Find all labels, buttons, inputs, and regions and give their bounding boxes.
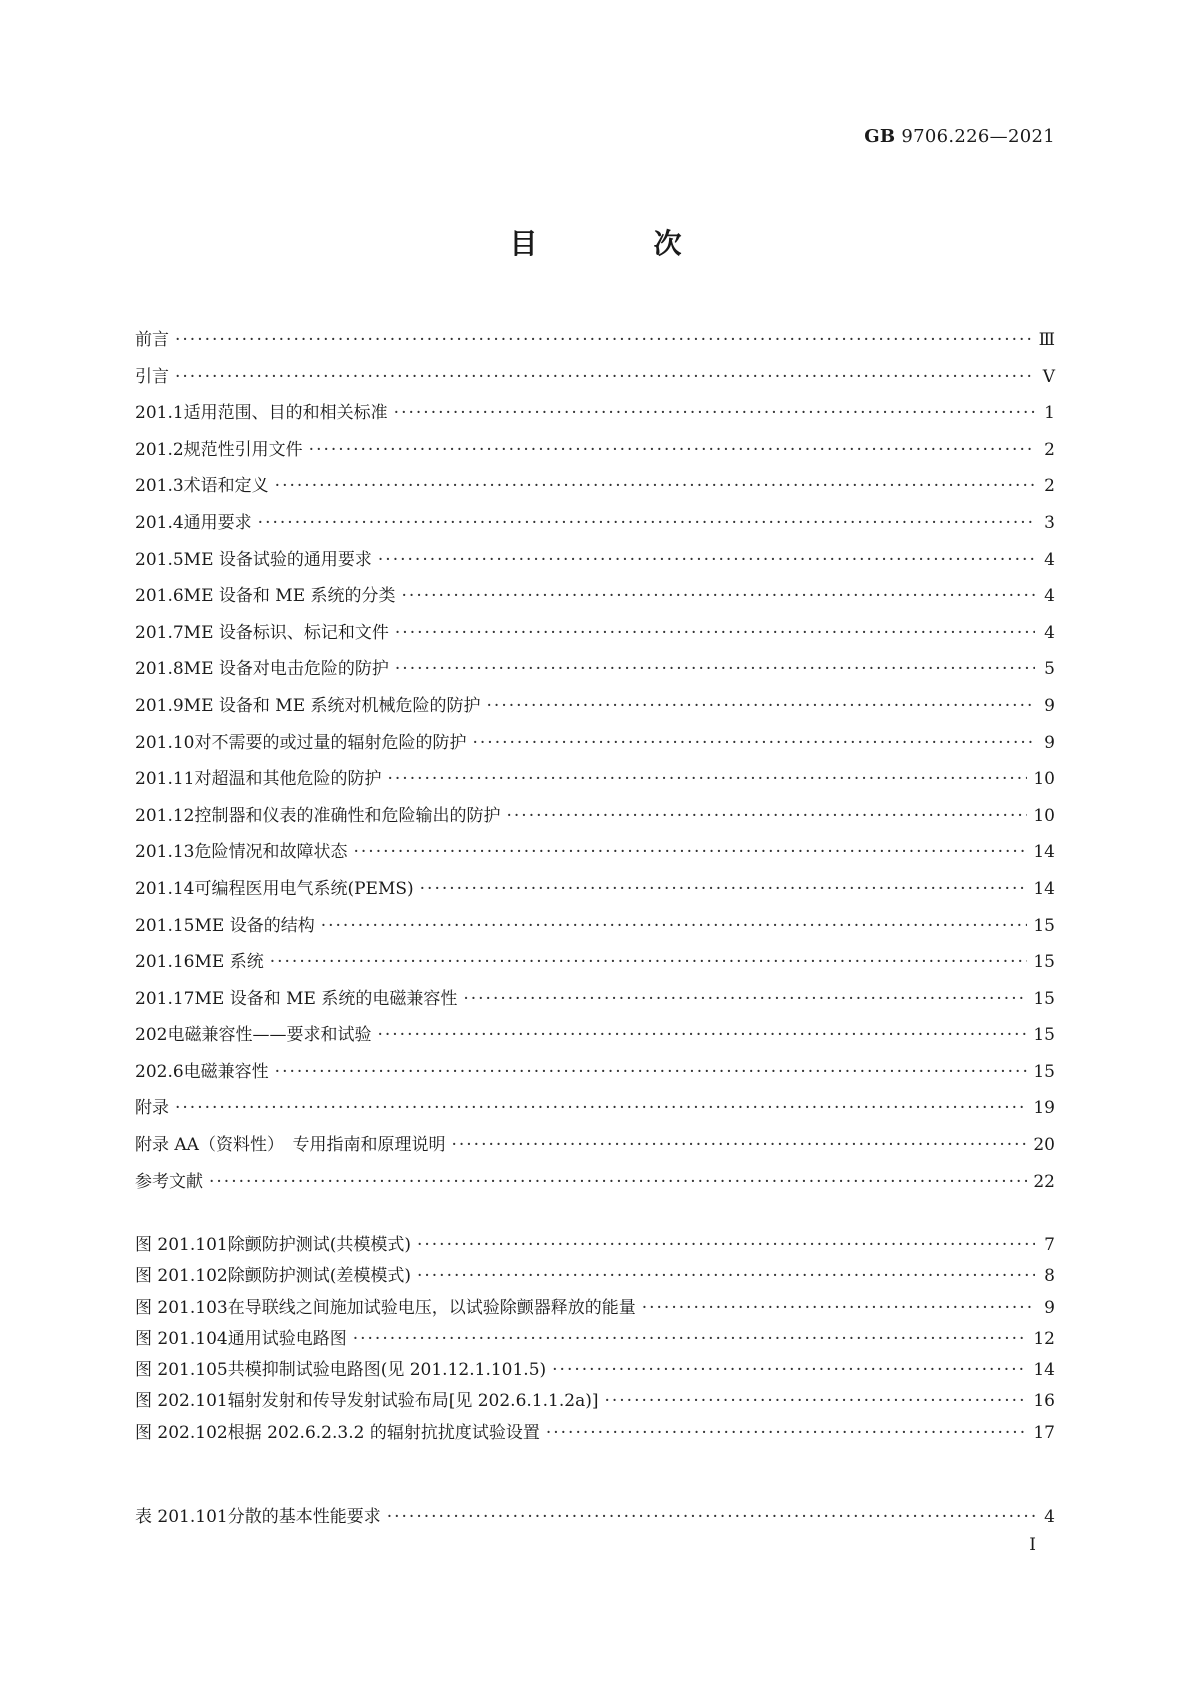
toc-entry-201-1[interactable] [135,398,1055,435]
toc-label: ME 设备和 ME 系统的电磁兼容性 [194,988,458,1009]
toc-label: ME 设备的结构 [194,915,315,936]
standard-code: 9706.226—2021 [901,126,1055,147]
dot-leader [420,879,1028,899]
toc-entry-annex-aa[interactable] [135,1130,1055,1167]
toc-number: 201.11 [135,769,195,790]
figure-number: 图 202.101 [135,1391,228,1412]
figure-label: 通用试验电路图 [227,1328,347,1349]
dot-leader [309,440,1035,460]
dot-leader [395,659,1035,679]
toc-label: ME 设备标识、标记和文件 [183,622,389,643]
toc-page: 22 [1033,1171,1055,1192]
toc-label: 附录 [135,1098,169,1119]
toc-label: 对超温和其他危险的防护 [194,769,382,790]
toc-number: 201.9 [135,695,184,716]
dot-leader [417,1266,1035,1286]
toc-entry-201-5[interactable] [135,545,1055,582]
table-entry[interactable] [135,1502,1055,1527]
dot-leader [395,623,1035,643]
dot-leader [451,1135,1027,1155]
standard-number [864,126,1055,147]
toc-number: 201.3 [135,476,184,497]
figure-label: 辐射发射和传导发射试验布局[见 202.6.1.1.2a)] [227,1391,599,1412]
figure-entry[interactable] [135,1261,1055,1292]
toc-number: 202 [135,1025,168,1046]
toc-number: 201.4 [135,512,184,533]
dot-leader [463,989,1027,1009]
toc-label: ME 设备试验的通用要求 [183,549,372,570]
dot-leader [275,1062,1028,1082]
figure-number: 图 201.102 [135,1266,228,1287]
toc-entry-201-6[interactable] [135,581,1055,618]
dot-leader [175,367,1035,387]
figure-label: 根据 202.6.2.3.2 的辐射抗扰度试验设置 [227,1422,540,1443]
toc-label: 参考文献 [135,1171,203,1192]
dot-leader [175,330,1033,350]
dot-leader [604,1391,1027,1411]
dot-leader [377,1025,1027,1045]
figure-page: 12 [1033,1328,1055,1349]
figure-entry[interactable] [135,1230,1055,1261]
figure-entry[interactable] [135,1386,1055,1417]
toc-number: 201.13 [135,842,195,863]
toc-entry-201-15[interactable] [135,911,1055,948]
toc-page: 19 [1033,1098,1055,1119]
toc-entry-201-9[interactable] [135,691,1055,728]
toc-label: ME 设备和 ME 系统的分类 [183,586,396,607]
dot-leader [642,1298,1035,1318]
figure-number: 图 202.102 [135,1422,228,1443]
figure-entry[interactable] [135,1324,1055,1355]
standard-prefix: GB [864,126,896,147]
dot-leader [387,1507,1035,1527]
dot-leader [175,1098,1027,1118]
toc-label: ME 设备和 ME 系统对机械危险的防护 [183,695,481,716]
figure-number: 图 201.104 [135,1328,228,1349]
toc-label: 电磁兼容性——要求和试验 [167,1025,372,1046]
toc-label: 附录 AA（资料性） 专用指南和原理说明 [135,1135,446,1156]
toc-number: 201.10 [135,732,195,753]
dot-leader [270,952,1028,972]
toc-page: 20 [1033,1135,1055,1156]
toc-entry-201-8[interactable] [135,654,1055,691]
toc-page: 14 [1033,842,1055,863]
table-page: 4 [1044,1507,1055,1527]
toc-label: 通用要求 [183,512,252,533]
toc-entry-annexes[interactable] [135,1093,1055,1130]
toc-label: 电磁兼容性 [183,1061,269,1082]
figure-page: 16 [1033,1391,1055,1412]
figure-page: 8 [1044,1266,1055,1287]
toc-page: 10 [1033,769,1055,790]
table-list [135,1502,1055,1527]
dot-leader [552,1360,1027,1380]
toc-entry-201-10[interactable] [135,728,1055,765]
toc-number: 201.8 [135,659,184,680]
dot-leader [472,733,1035,753]
toc-entry-foreword[interactable] [135,325,1055,362]
toc-entry-bibliography[interactable] [135,1167,1055,1204]
toc-number: 201.12 [135,805,195,826]
toc-page: 9 [1044,732,1055,753]
figure-entry[interactable] [135,1355,1055,1386]
toc-number: 201.15 [135,915,195,936]
dot-leader [378,550,1035,570]
toc-page: 14 [1033,878,1055,899]
toc-list [135,325,1055,1203]
toc-label: 前言 [135,330,169,350]
toc-page: 15 [1033,1025,1055,1046]
dot-leader [487,696,1035,716]
dot-leader [353,842,1027,862]
toc-label: 控制器和仪表的准确性和危险输出的防护 [194,805,501,826]
figure-page: 9 [1044,1297,1055,1318]
toc-page: Ⅲ [1038,330,1055,350]
figure-label: 共模抑制试验电路图(见 201.12.1.101.5) [227,1360,547,1381]
toc-page: 3 [1044,512,1055,533]
toc-label: 对不需要的或过量的辐射危险的防护 [194,732,467,753]
figure-number: 图 201.101 [135,1235,228,1255]
toc-entry-201-4[interactable] [135,508,1055,545]
figure-list [135,1230,1055,1449]
toc-page: Ⅴ [1042,366,1055,387]
table-number: 表 201.101 [135,1507,228,1527]
toc-page: 2 [1044,439,1055,460]
toc-page: 4 [1044,549,1055,570]
dot-leader [353,1329,1028,1349]
toc-page: 2 [1044,476,1055,497]
table-label: 分散的基本性能要求 [227,1507,381,1527]
figure-number: 图 201.105 [135,1360,228,1381]
toc-entry-201-13[interactable] [135,837,1055,874]
toc-number: 202.6 [135,1061,184,1082]
toc-entry-202[interactable] [135,1020,1055,1057]
toc-number: 201.5 [135,549,184,570]
figure-entry[interactable] [135,1293,1055,1324]
page-title: 目 次 [509,227,726,260]
toc-entry-202-6[interactable] [135,1057,1055,1094]
toc-page: 9 [1044,695,1055,716]
toc-number: 201.17 [135,988,195,1009]
dot-leader [209,1172,1027,1192]
page-folio: I [1029,1535,1036,1555]
toc-page: 15 [1033,988,1055,1009]
toc-page: 15 [1033,1061,1055,1082]
toc-number: 201.6 [135,586,184,607]
toc-entry-201-17[interactable] [135,984,1055,1021]
toc-entry-201-7[interactable] [135,618,1055,655]
dot-leader [402,586,1035,606]
figure-number: 图 201.103 [135,1297,228,1318]
figure-page: 7 [1044,1235,1055,1255]
dot-leader [321,916,1028,936]
figure-page: 17 [1033,1422,1055,1443]
toc-label: 可编程医用电气系统(PEMS) [194,878,414,899]
dot-leader [417,1235,1035,1255]
toc-entry-201-2[interactable] [135,435,1055,472]
toc-entry-201-3[interactable] [135,471,1055,508]
toc-number: 201.16 [135,952,195,973]
dot-leader [506,806,1027,826]
toc-number: 201.14 [135,878,195,899]
toc-label: ME 设备对电击危险的防护 [183,659,389,680]
toc-number: 201.1 [135,403,184,424]
dot-leader [387,769,1027,789]
toc-entry-201-12[interactable] [135,801,1055,838]
toc-label: 引言 [135,366,169,387]
toc-entry-201-11[interactable] [135,764,1055,801]
toc-label: 术语和定义 [183,476,269,497]
toc-entry-201-14[interactable] [135,874,1055,911]
toc-entry-201-16[interactable] [135,947,1055,984]
figure-label: 除颤防护测试(共模模式) [227,1235,411,1255]
toc-page: 4 [1044,622,1055,643]
figure-label: 在导联线之间施加试验电压，以试验除颤器释放的能量 [227,1297,636,1318]
dot-leader [275,476,1035,496]
toc-page: 10 [1033,805,1055,826]
figure-page: 14 [1033,1360,1055,1381]
toc-page: 1 [1044,403,1055,424]
dot-leader [258,513,1035,533]
toc-label: 适用范围、目的和相关标准 [183,403,388,424]
toc-label: ME 系统 [194,952,264,973]
toc-number: 201.7 [135,622,184,643]
dot-leader [546,1423,1028,1443]
toc-label: 规范性引用文件 [183,439,303,460]
toc-page: 5 [1044,659,1055,680]
toc-page: 15 [1033,915,1055,936]
figure-label: 除颤防护测试(差模模式) [227,1266,411,1287]
toc-entry-introduction[interactable] [135,362,1055,399]
toc-label: 危险情况和故障状态 [194,842,348,863]
dot-leader [394,403,1035,423]
figure-entry[interactable] [135,1418,1055,1449]
toc-number: 201.2 [135,439,184,460]
toc-page: 15 [1033,952,1055,973]
toc-page: 4 [1044,586,1055,607]
